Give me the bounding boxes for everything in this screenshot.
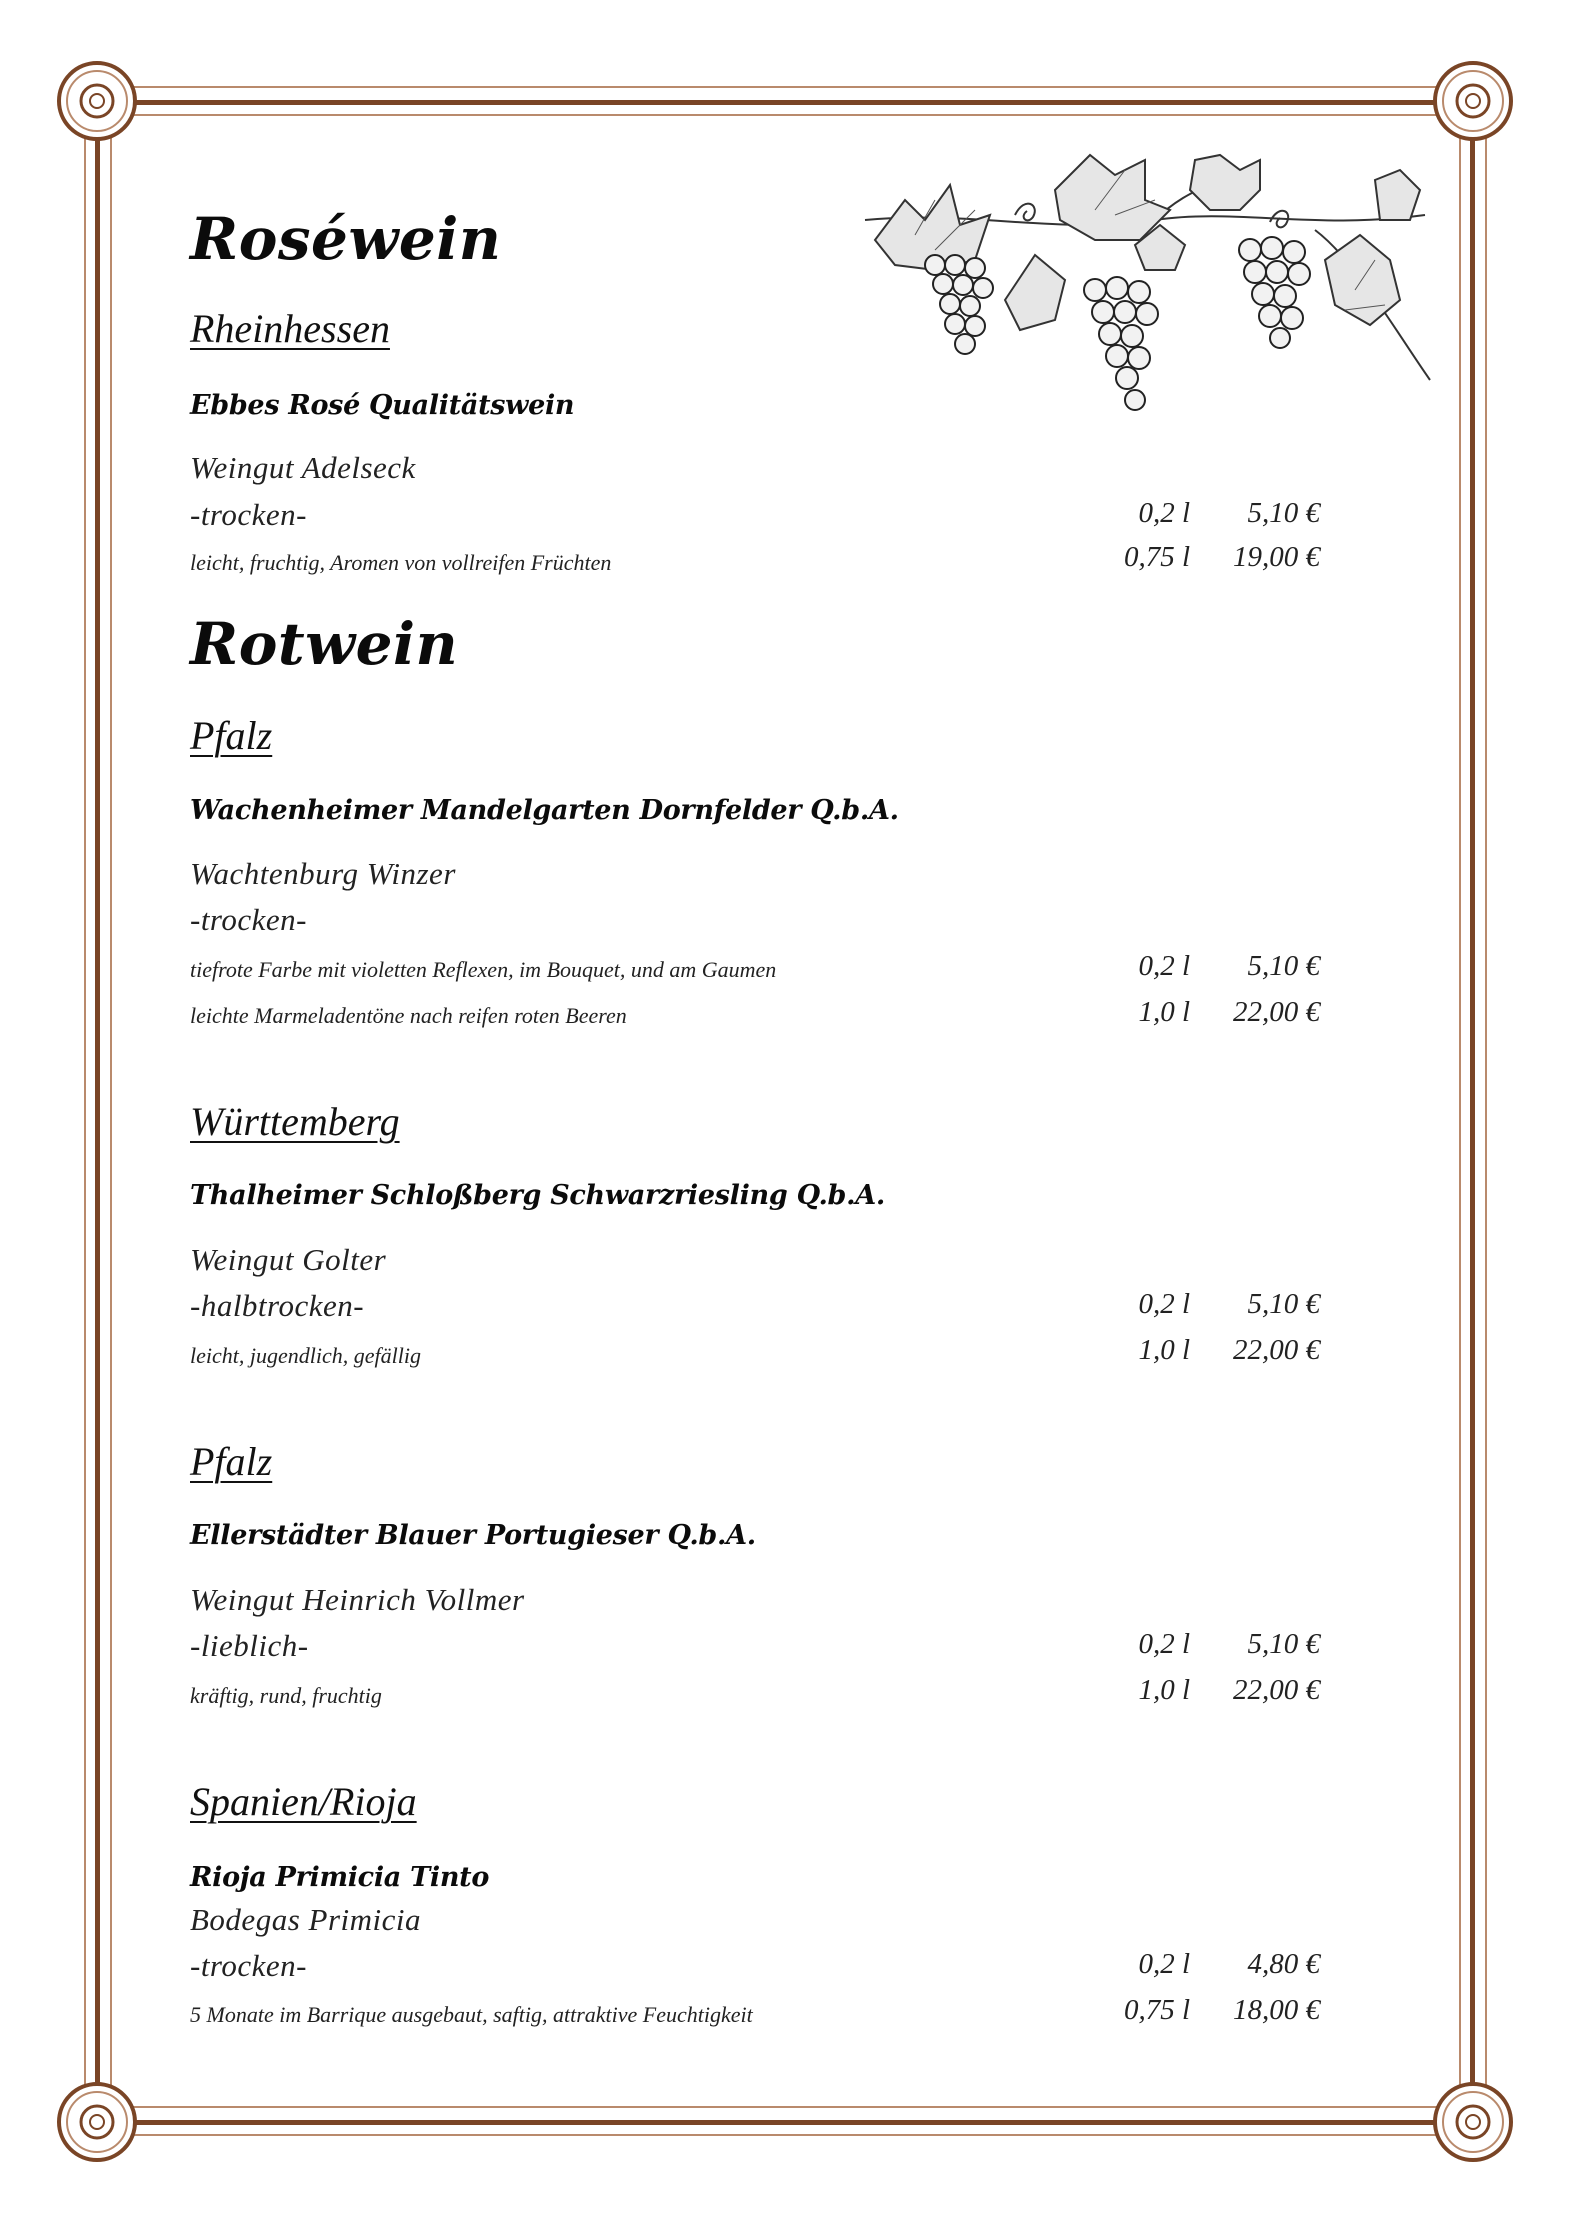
wine-description: tiefrote Farbe mit violetten Reflexen, im Bouquet, und am Gaumen [190, 957, 777, 982]
wine-description: leicht, fruchtig, Aromen von vollreifen Früchten [190, 550, 612, 575]
region-title: Pfalz [190, 713, 273, 758]
region-title: Spanien/Rioja [190, 1779, 417, 1824]
wine-description: leichte Marmeladentöne nach reifen roten Beeren [190, 1003, 627, 1028]
region-title: Württemberg [190, 1099, 400, 1144]
price-volume: 0,2 l [1138, 950, 1190, 982]
price-amount: 18,00 € [1233, 1994, 1320, 2026]
price-volume: 0,2 l [1138, 1948, 1190, 1980]
wine-style: -trocken- [190, 902, 307, 937]
region-title: Pfalz [190, 1439, 273, 1484]
price-volume: 0,75 l [1123, 1994, 1190, 2026]
price-volume: 1,0 l [1138, 1674, 1190, 1706]
wine-description: kräftig, rund, fruchtig [190, 1683, 382, 1708]
price-amount: 4,80 € [1247, 1948, 1320, 1980]
price-amount: 5,10 € [1247, 497, 1320, 529]
price-amount: 5,10 € [1247, 950, 1320, 982]
wine-style: -halbtrocken- [190, 1288, 365, 1323]
price-row [1070, 996, 1320, 1029]
price-row [1070, 1334, 1320, 1367]
wine-style: -lieblich- [190, 1628, 309, 1663]
price-row [1070, 1628, 1320, 1661]
producer: Weingut Golter [190, 1242, 387, 1277]
price-volume: 0,2 l [1138, 497, 1190, 529]
wine-name: Thalheimer Schloßberg Schwarzriesling Q.b.A. [190, 1180, 885, 1211]
wine-description: 5 Monate im Barrique ausgebaut, saftig, attraktive Feuchtigkeit [190, 2002, 753, 2027]
price-amount: 5,10 € [1247, 1288, 1320, 1320]
price-volume: 0,75 l [1123, 541, 1190, 573]
region-title: Rheinhessen [190, 306, 390, 351]
price-volume: 0,2 l [1138, 1628, 1190, 1660]
producer: Weingut Heinrich Vollmer [190, 1582, 525, 1617]
producer: Weingut Adelseck [190, 450, 416, 485]
wine-name: Rioja Primicia Tinto [190, 1862, 490, 1893]
price-amount: 22,00 € [1233, 996, 1320, 1028]
price-volume: 0,2 l [1138, 1288, 1190, 1320]
wine-name: Wachenheimer Mandelgarten Dornfelder Q.b.A. [190, 795, 899, 826]
price-row [1070, 1674, 1320, 1707]
price-amount: 22,00 € [1233, 1674, 1320, 1706]
price-row [1070, 1994, 1320, 2027]
section-title-rosewein: Roséwein [190, 205, 502, 273]
section-title-rotwein: Rotwein [190, 610, 459, 678]
price-row [1070, 950, 1320, 983]
price-row [1070, 541, 1320, 574]
price-row [1070, 497, 1320, 530]
wine-style: -trocken- [190, 497, 307, 532]
price-amount: 19,00 € [1233, 541, 1320, 573]
wine-name: Ellerstädter Blauer Portugieser Q.b.A. [190, 1520, 756, 1551]
wine-style: -trocken- [190, 1948, 307, 1983]
price-volume: 1,0 l [1138, 1334, 1190, 1366]
price-row [1070, 1288, 1320, 1321]
price-amount: 5,10 € [1247, 1628, 1320, 1660]
wine-name: Ebbes Rosé Qualitätswein [190, 390, 575, 421]
price-volume: 1,0 l [1138, 996, 1190, 1028]
producer: Wachtenburg Winzer [190, 856, 456, 891]
wine-description: leicht, jugendlich, gefällig [190, 1343, 421, 1368]
price-row [1070, 1948, 1320, 1981]
price-amount: 22,00 € [1233, 1334, 1320, 1366]
producer: Bodegas Primicia [190, 1902, 421, 1937]
